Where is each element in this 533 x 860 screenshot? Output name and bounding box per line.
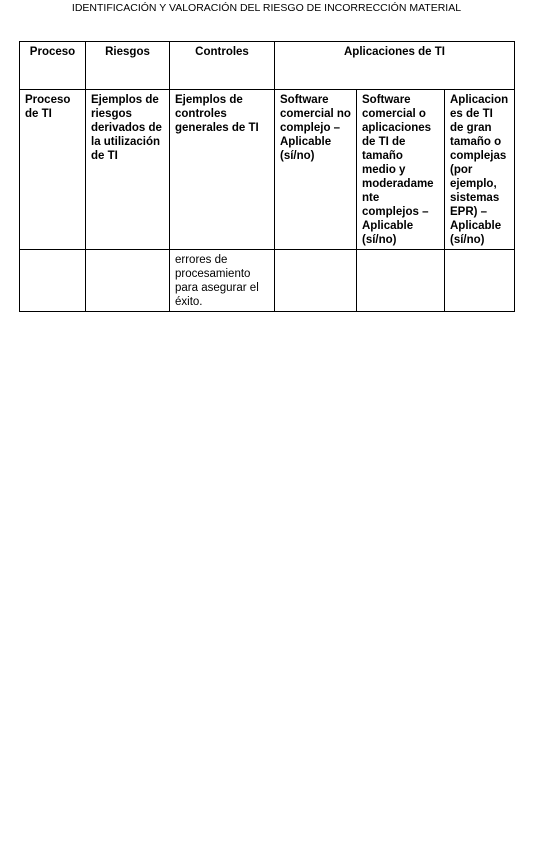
cell-app-no-complejo: [275, 250, 357, 312]
subheader-app-medio: Software comercial o aplicaciones de TI de tamaño medio y moderadame nte complejos – Aplicable (sí/no): [357, 90, 445, 250]
table-row: [20, 250, 515, 312]
cell-proceso: [20, 250, 86, 312]
cell-app-grande: [445, 250, 515, 312]
subheader-app-no-complejo: Software comercial no complejo – Aplicable (sí/no): [275, 90, 357, 250]
header-riesgos: Riesgos: [86, 42, 170, 90]
page-header: IDENTIFICACIÓN Y VALORACIÓN DEL RIESGO DE INCORRECCIÓN MATERIAL: [71, 2, 462, 14]
cell-controles: errores de procesamiento para asegurar el éxito.: [170, 250, 275, 312]
risk-assessment-table: [19, 41, 515, 312]
cell-app-medio: [357, 250, 445, 312]
subheader-proceso: Proceso de TI: [20, 90, 86, 250]
header-controles: Controles: [170, 42, 275, 90]
subheader-riesgos: Ejemplos de riesgos derivados de la utilización de TI: [86, 90, 170, 250]
header-proceso: Proceso: [20, 42, 86, 90]
subheader-app-grande: Aplicacion es de TI de gran tamaño o complejas (por ejemplo, sistemas EPR) – Aplicable (sí/no): [445, 90, 515, 250]
header-aplicaciones: Aplicaciones de TI: [275, 42, 515, 90]
subheader-row: [20, 90, 515, 250]
header-row: [20, 42, 515, 90]
cell-riesgos: [86, 250, 170, 312]
subheader-controles: Ejemplos de controles generales de TI: [170, 90, 275, 250]
